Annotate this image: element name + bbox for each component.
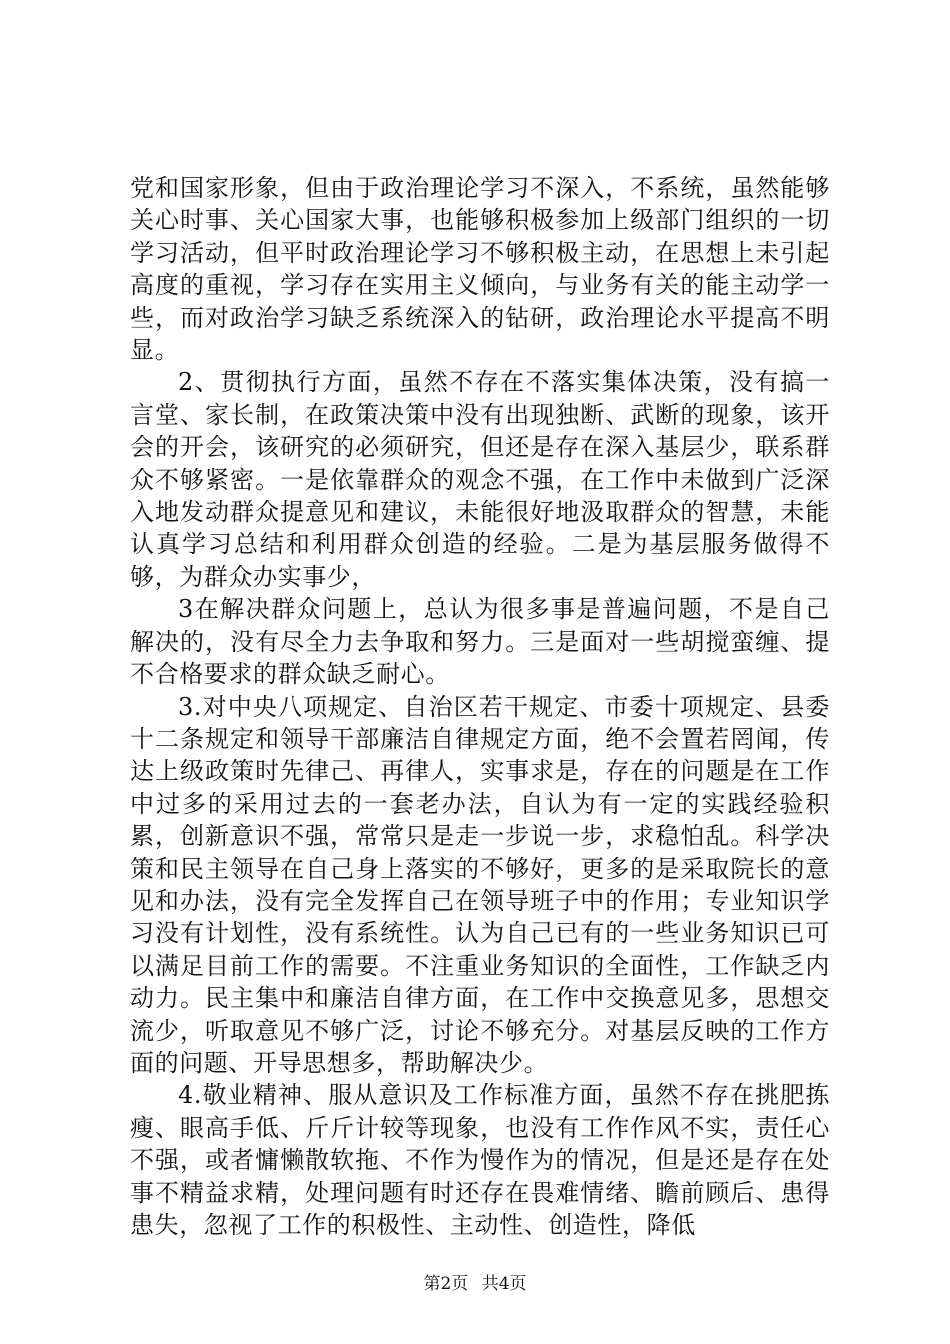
- page-total: 共4页: [481, 1274, 527, 1294]
- paragraph: 2、贯彻执行方面，虽然不存在不落实集体决策，没有搞一言堂、家长制，在政策决策中没有出现独断、武断的现象，该开会的开会，该研究的必须研究，但还是存在深入基层少，联系群众不够紧密。一是依靠群众的观念不强，在工作中未做到广泛深入地发动群众提意见和建议，未能很好地汲取群众的智慧，未能认真学习总结和利用群众创造的经验。二是为基层服务做得不够，为群众办实事少，: [130, 368, 830, 591]
- page-footer: [0, 1274, 950, 1294]
- page-number: 第2页: [423, 1274, 469, 1294]
- paragraph: 3.对中央八项规定、自治区若干规定、市委十项规定、县委十二条规定和领导干部廉洁自律规定方面，绝不会置若罔闻，传达上级政策时先律己、再律人，实事求是，存在的问题是在工作中过多的采用过去的一套老办法，自认为有一定的实践经验积累，创新意识不强，常常只是走一步说一步，求稳怕乱。科学决策和民主领导在自己身上落实的不够好，更多的是采取院长的意见和办法，没有完全发挥自己在领导班子中的作用；专业知识学习没有计划性，没有系统性。认为自己已有的一些业务知识已可以满足目前工作的需要。不注重业务知识的全面性，工作缺乏内动力。民主集中和廉洁自律方面，在工作中交换意见多，思想交流少，听取意见不够广泛，讨论不够充分。对基层反映的工作方面的问题、开导思想多，帮助解决少。: [130, 692, 830, 1077]
- document-body: [130, 172, 830, 1241]
- paragraph: 3在解决群众问题上，总认为很多事是普遍问题，不是自己解决的，没有尽全力去争取和努力。三是面对一些胡搅蛮缠、提不合格要求的群众缺乏耐心。: [130, 595, 830, 689]
- paragraph: 4.敬业精神、服从意识及工作标准方面，虽然不存在挑肥拣瘦、眼高手低、斤斤计较等现象，也没有工作作风不实，责任心不强，或者慵懒散软拖、不作为慢作为的情况，但是还是存在处事不精益求精，处理问题有时还存在畏难情绪、瞻前顾后、患得患失，忽视了工作的积极性、主动性、创造性，降低: [130, 1081, 830, 1239]
- paragraph: 党和国家形象，但由于政治理论学习不深入，不系统，虽然能够关心时事、关心国家大事，也能够积极参加上级部门组织的一切学习活动，但平时政治理论学习不够积极主动，在思想上未引起高度的重视，学习存在实用主义倾向，与业务有关的能主动学一些，而对政治学习缺乏系统深入的钻研，政治理论水平提高不明显。: [130, 174, 830, 365]
